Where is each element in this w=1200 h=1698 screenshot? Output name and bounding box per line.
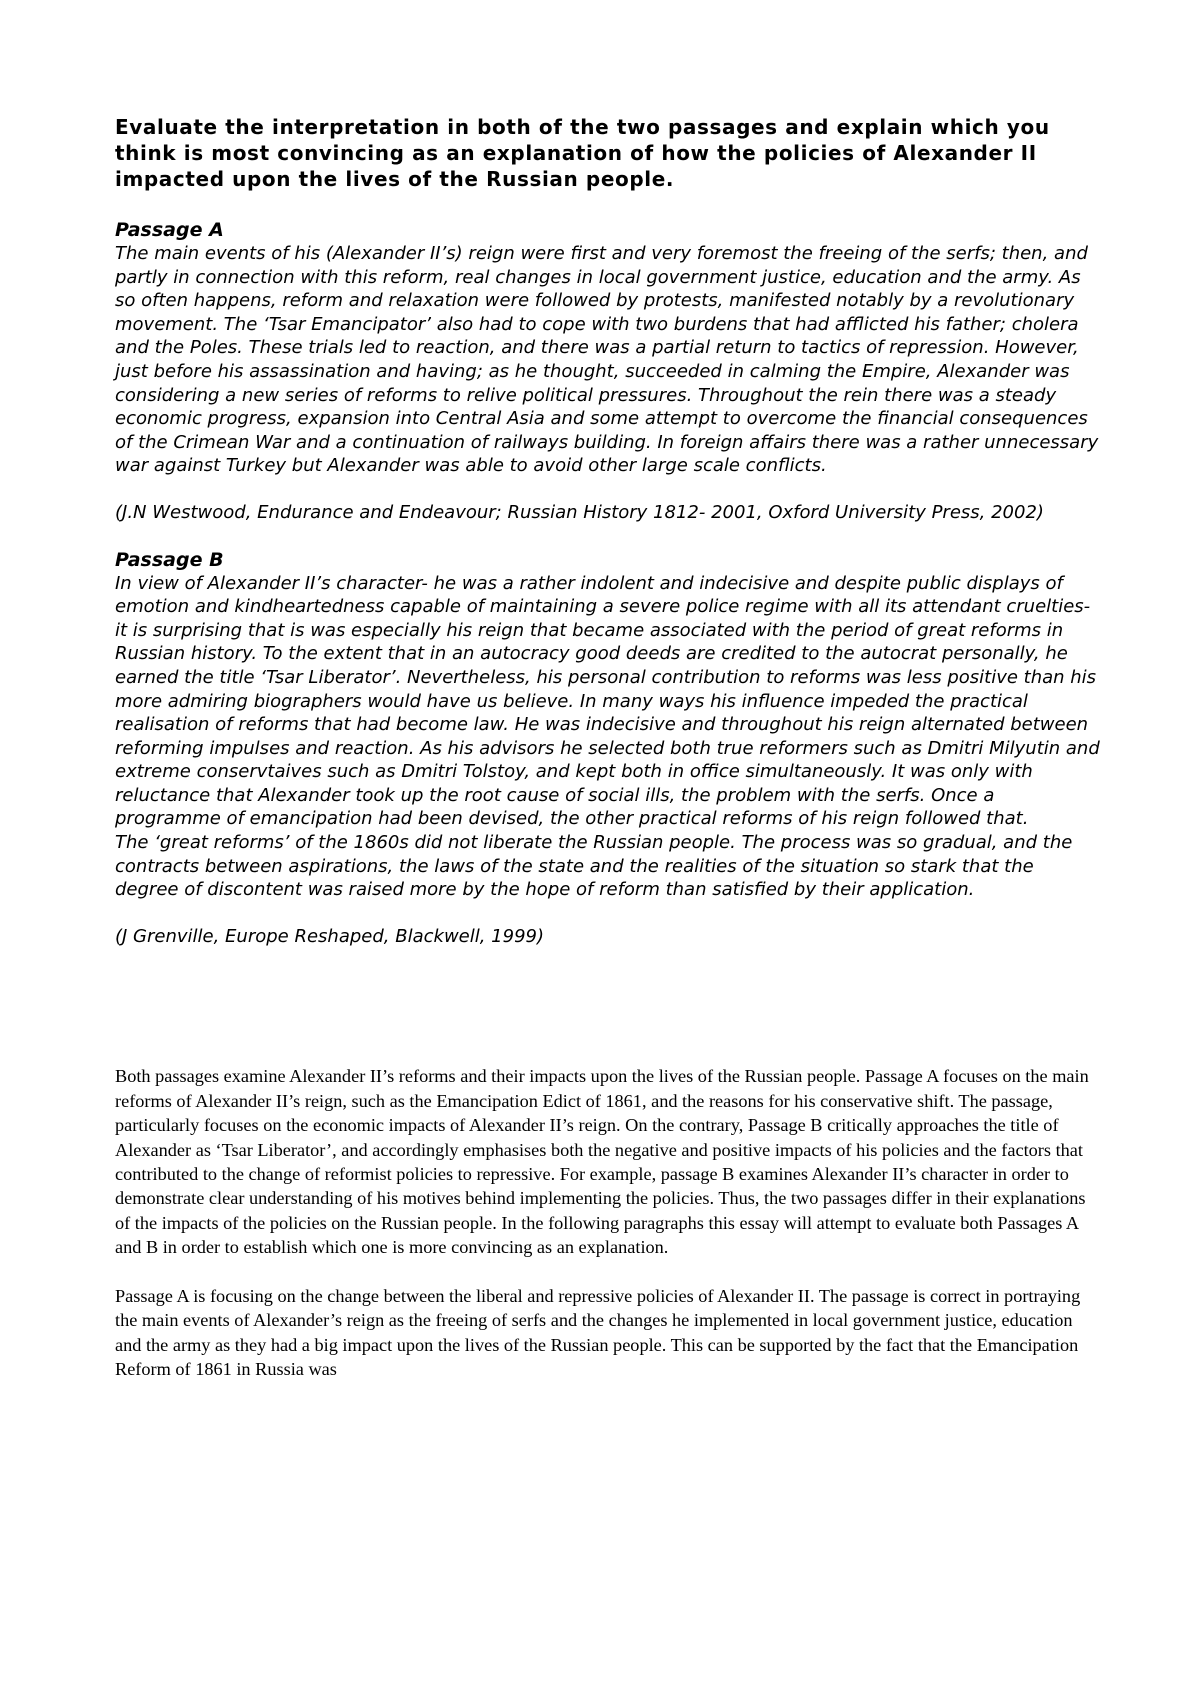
- essay-question: Evaluate the interpretation in both of the two passages and explain which you think is most convincing as an explanation of how the policies of Alexander II impacted upon the lives of the Russian people.: [115, 115, 1050, 191]
- spacer: [115, 948, 1100, 1064]
- passage-b-text: In view of Alexander II’s character- he was a rather indolent and indecisive and despite public displays of emotion and kindheartedness capable of maintaining a severe police regime with all its attendant cruelties- it is surprising that is was especially his reign that became associated with the period of great reforms in Russian history. To the extent that in an autocracy good deeds are credited to the autocrat personally, he earned the title ‘Tsar Liberator’. Nevertheless, his personal contribution to reforms was less positive than his more admiring biographers would have us believe. In many ways his influence impeded the practical realisation of reforms that had become law. He was indecisive and throughout his reign alternated between reforming impulses and reaction. As his advisors he selected both true reformers such as Dmitri Milyutin and extreme conservtaives such as Dmitri Tolstoy, and kept both in office simultaneously. It was only with reluctance that Alexander took up the root cause of social ills, the problem with the serfs. Once a programme of emancipation had been devised, the other practical reforms of his reign followed that.: [115, 572, 1100, 830]
- spacer: [115, 192, 1100, 218]
- passage-a-text: The main events of his (Alexander II’s) reign were first and very foremost the freeing of the serfs; then, and partly in connection with this reform, real changes in local government justice, education and the army. As so often happens, reform and relaxation were followed by protests, manifested notably by a revolutionary movement. The ‘Tsar Emancipator’ also had to cope with two burdens that had afflicted his father; cholera and the Poles. These trials led to reaction, and there was a partial return to tactics of repression. However, just before his assassination and having; as he thought, succeeded in calming the Empire, Alexander was considering a new series of reforms to relive political pressures. Throughout the rein there was a steady economic progress, expansion into Central Asia and some attempt to overcome the financial consequences of the Crimean War and a continuation of railways building. In foreign affairs there was a rather unnecessary war against Turkey but Alexander was able to avoid other large scale conflicts.: [115, 243, 1099, 477]
- passage-a-title: Passage A: [115, 219, 224, 241]
- passage-b-text-continued: The ‘great reforms’ of the 1860s did not liberate the Russian people. The process was so gradual, and the contracts between aspirations, the laws of the state and the realities of the situation so stark that the degree of discontent was raised more by the hope of reform than satisfied by their application.: [115, 832, 1073, 901]
- essay-paragraph: Both passages examine Alexander II’s reforms and their impacts upon the lives of the Russian people. Passage A focuses on the main reforms of Alexander II’s reign, such as the Emancipation Edict of 1861, and the reasons for his conservative shift. The passage, particularly focuses on the economic impacts of Alexander II’s reign. On the contrary, Passage B critically approaches the title of Alexander as ‘Tsar Liberator’, and accordingly emphasises both the negative and positive impacts of his policies and the factors that contributed to the change of reformist policies to repressive. For example, passage B examines Alexander II’s character in order to demonstrate clear understanding of his motives behind implementing the policies. Thus, the two passages differ in their explanations of the impacts of the policies on the Russian people. In the following paragraphs this essay will attempt to evaluate both Passages A and B in order to establish which one is more convincing as an explanation.: [115, 1066, 1089, 1258]
- passage-b-title: Passage B: [115, 548, 224, 571]
- spacer: [115, 902, 1100, 925]
- document-content: [115, 114, 1100, 1381]
- spacer: [115, 478, 1100, 501]
- passage-a-citation: (J.N Westwood, Endurance and Endeavour; Russian History 1812- 2001, Oxford University Press, 2002): [115, 501, 1044, 523]
- spacer: [115, 525, 1100, 548]
- essay-paragraph: Passage A is focusing on the change between the liberal and repressive policies of Alexander II. The passage is correct in portraying the main events of Alexander’s reign as the freeing of serfs and the changes he implemented in local government justice, education and the army as they had a big impact upon the lives of the Russian people. This can be supported by the fact that the Emancipation Reform of 1861 in Russia was: [115, 1285, 1081, 1379]
- spacer: [115, 1260, 1100, 1284]
- passage-b-citation: (J Grenville, Europe Reshaped, Blackwell, 1999): [115, 925, 545, 947]
